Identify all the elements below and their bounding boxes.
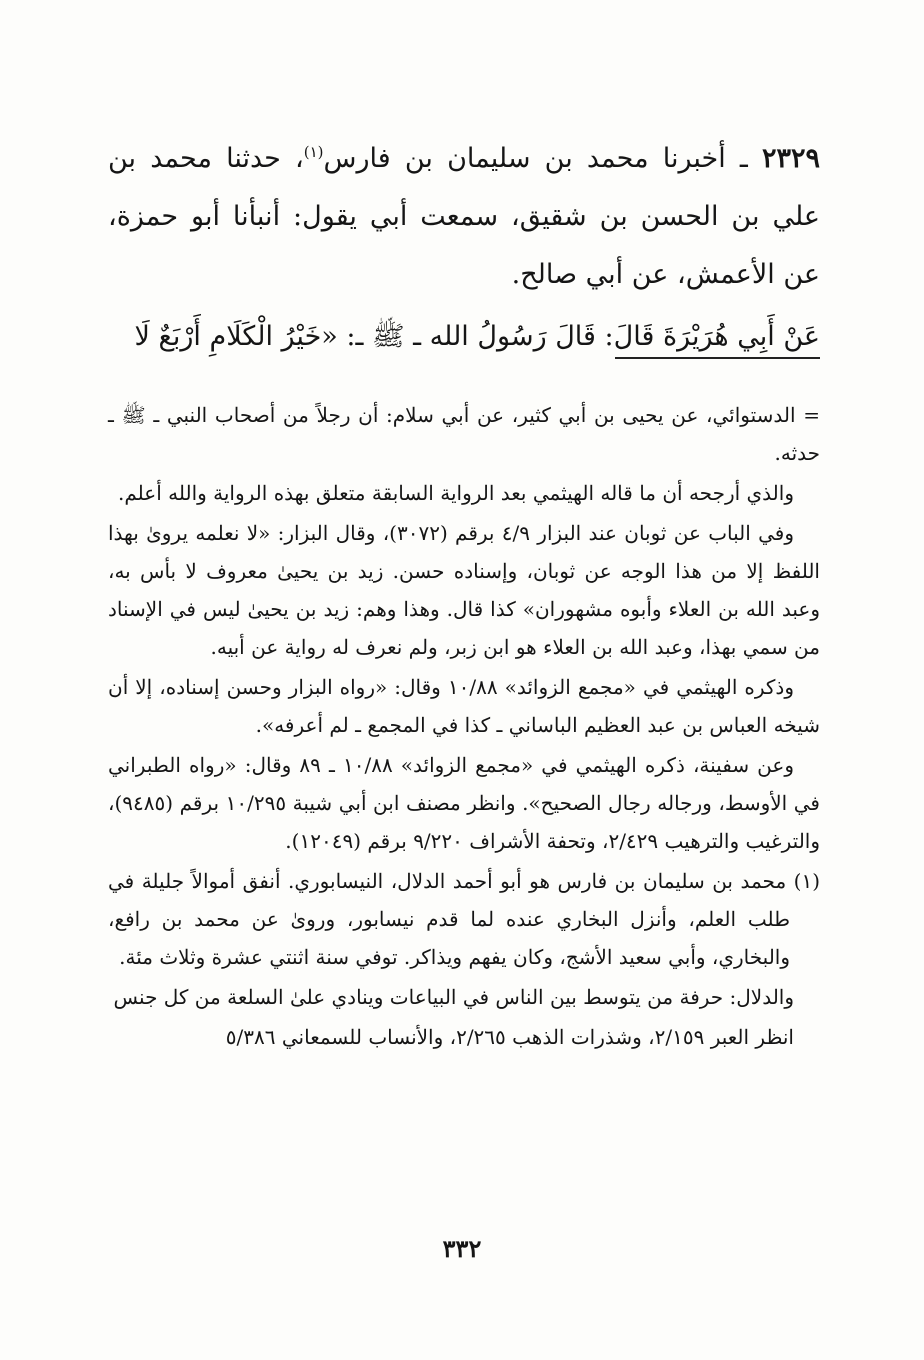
footnote-paragraph: انظر العبر ٢/١٥٩، وشذرات الذهب ٢/٢٦٥، والأنساب للسمعاني ٥/٣٨٦ xyxy=(225,1025,794,1049)
footnote-continuation: = الدستوائي، عن يحيى بن أبي كثير، عن أبي سلام: أن رجلاً من أصحاب النبي ـ ﷺ ـ حدثه. xyxy=(108,403,820,465)
isnad-text-part2: ، حدثنا محمد بن علي بن الحسن بن شقيق، سمعت أبي يقول: أنبأنا أبو حمزة، عن الأعمش، عن أبي صالح. xyxy=(108,143,820,290)
hadith-number: ٢٣٢٩ xyxy=(761,143,820,174)
main-text xyxy=(108,130,820,366)
footnote-paragraph: وذكره الهيثمي في «مجمع الزوائد» ١٠/٨٨ وقال: «رواه البزار وحسن إسناده، إلا أن شيخه العباس بن عبد العظيم الباساني ـ كذا في المجمع ـ لم أعرفه». xyxy=(108,675,820,737)
footnote-1: (١) محمد بن سليمان بن فارس هو أبو أحمد الدلال، النيسابوري. أنفق أموالاً جليلة في طلب العلم، وأنزل البخاري عنده لما قدم نيسابور، وروىٰ عن محمد بن رافع، والبخاري، وأبي سعيد الأشج، وكان يفهم ويذاكر. توفي سنة اثنتي عشرة وثلاث مئة. xyxy=(108,869,820,969)
footnote-separator xyxy=(615,357,820,359)
hadith-matn-paragraph: عَنْ أَبِي هُرَيْرَةَ قَالَ: قَالَ رَسُولُ الله ـ ﷺ ـ: «خَيْرُ الْكَلَامِ أَرْبَعٌ لَا xyxy=(134,321,820,352)
footnote-marker: (١) xyxy=(303,143,324,161)
footnotes xyxy=(108,396,820,1058)
page-number: ٣٣٢ xyxy=(442,1234,482,1263)
hadith-isnad-paragraph xyxy=(108,130,820,304)
footnote-paragraph: وفي الباب عن ثوبان عند البزار ٤/٩ برقم (٣٠٧٢)، وقال البزار: «لا نعلمه يروىٰ بهذا اللفظ إلا من هذا الوجه عن ثوبان، وإسناده حسن. زيد بن يحيىٰ معروف لا بأس به، وعبد الله بن العلاء وأبوه مشهوران» كذا قال. وهذا وهم: زيد بن يحيىٰ ليس في الإسناد من سمي بهذا، وعبد الله بن العلاء هو ابن زبر، ولم نعرف له رواية عن أبيه. xyxy=(108,521,820,659)
footnote-paragraph: والذي أرجحه أن ما قاله الهيثمي بعد الرواية السابقة متعلق بهذه الرواية والله أعلم. xyxy=(118,481,794,505)
footnote-paragraph: والدلال: حرفة من يتوسط بين الناس في البياعات وينادي علىٰ السلعة من كل جنس xyxy=(113,985,794,1009)
footnote-paragraph: وعن سفينة، ذكره الهيثمي في «مجمع الزوائد» ١٠/٨٨ ـ ٨٩ وقال: «رواه الطبراني في الأوسط، ورجاله رجال الصحيح». وانظر مصنف ابن أبي شيبة ١٠/٢٩٥ برقم (٩٤٨٥)، والترغيب والترهيب ٢/٤٢٩، وتحفة الأشراف ٩/٢٢٠ برقم (١٢٠٤٩). xyxy=(108,753,820,853)
isnad-text-part1: ـ أخبرنا محمد بن سليمان بن فارس xyxy=(323,143,762,174)
